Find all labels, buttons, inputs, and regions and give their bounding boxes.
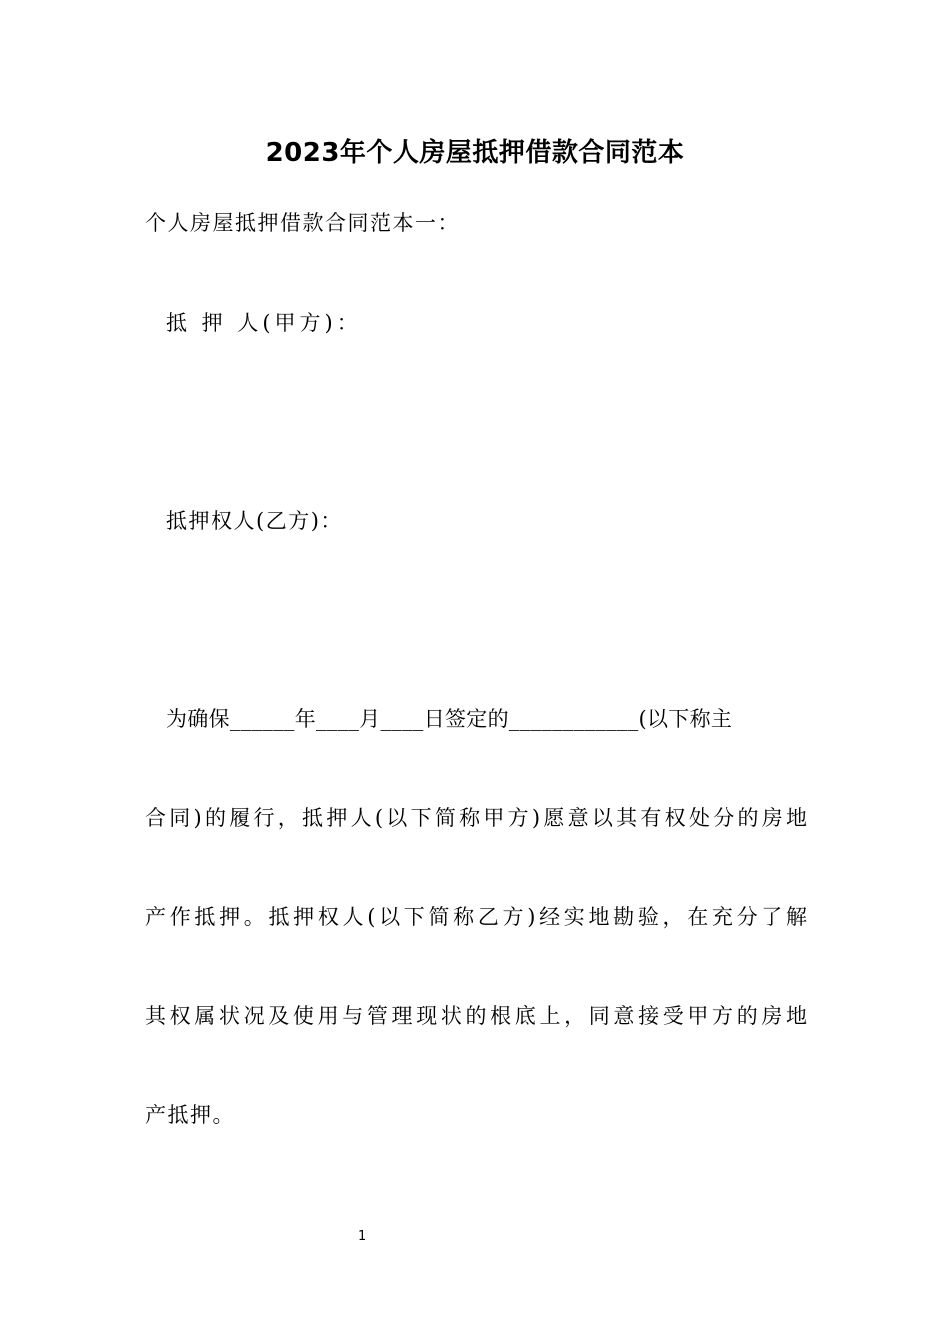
paragraph-line-2: 合同)的履行，抵押人(以下简称甲方)愿意以其有权处分的房地 xyxy=(145,806,807,830)
mortgagee-label: 抵押权人(乙方)： xyxy=(166,509,343,533)
paragraph-line-1: 为确保______年____月____日签定的____________(以下称主 xyxy=(166,707,733,731)
paragraph-line-5: 产抵押。 xyxy=(145,1103,235,1127)
paragraph-line-3: 产作抵押。抵押权人(以下简称乙方)经实地勘验，在充分了解 xyxy=(145,905,807,929)
section-heading: 个人房屋抵押借款合同范本一： xyxy=(145,211,460,235)
page-number: 1 xyxy=(358,1229,367,1244)
mortgagor-label: 抵 押 人(甲方)： xyxy=(166,311,362,335)
paragraph-line-4: 其权属状况及使用与管理现状的根底上，同意接受甲方的房地 xyxy=(145,1004,807,1028)
document-title: 2023年个人房屋抵押借款合同范本 xyxy=(265,138,685,168)
